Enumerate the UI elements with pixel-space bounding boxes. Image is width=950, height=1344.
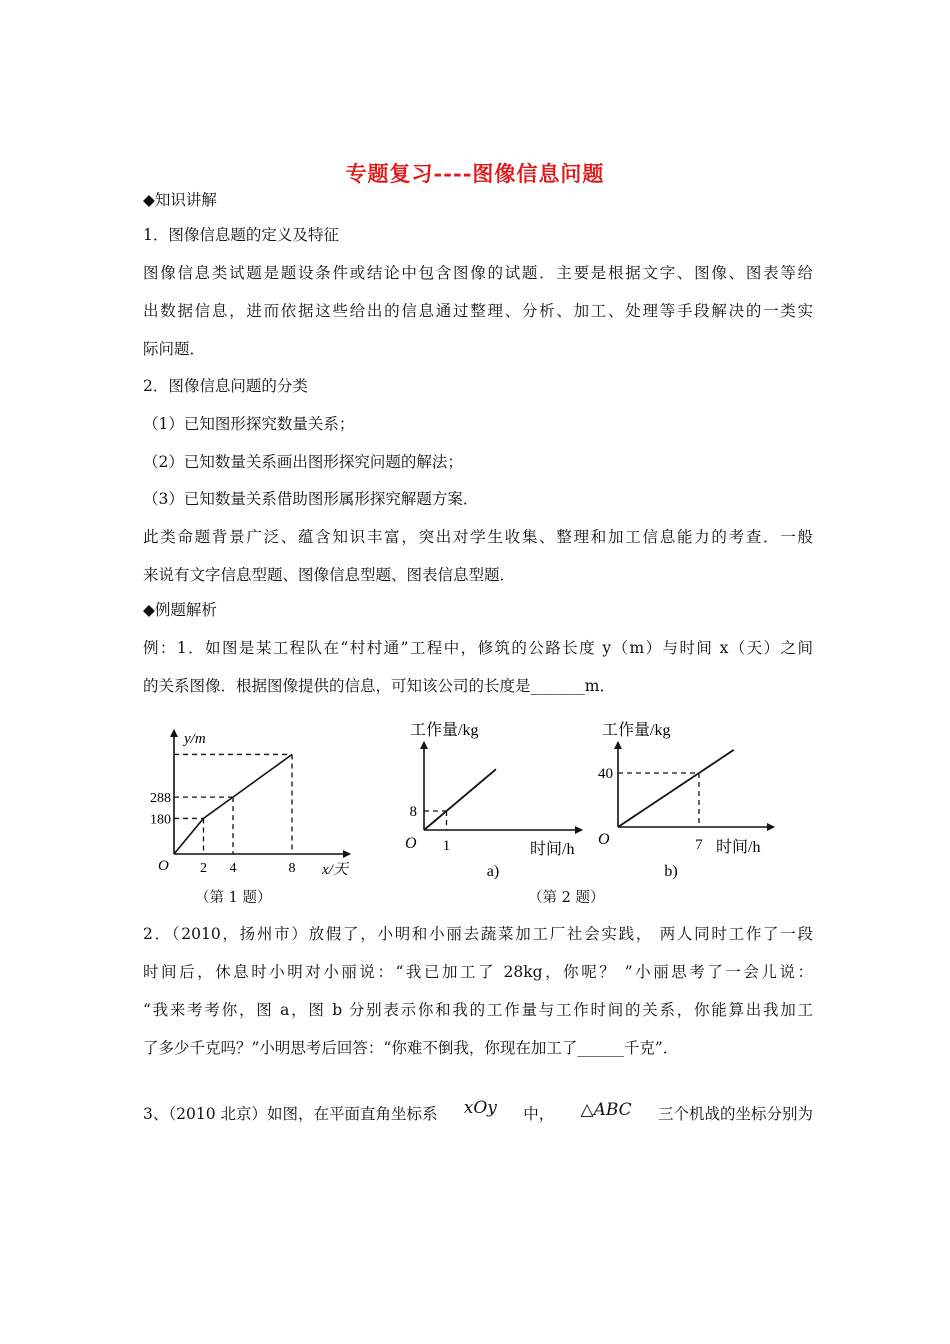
figure-2b-work-chart bbox=[592, 716, 788, 884]
definition-heading: 1．图像信息题的定义及特征 bbox=[143, 226, 339, 244]
problem3-text: 3、（2010 北京）如图，在平面直角坐标系 bbox=[143, 1105, 438, 1123]
section-header-examples: ◆例题解析 bbox=[143, 601, 217, 619]
math-xoy: xOy bbox=[463, 1098, 497, 1118]
work-line-a bbox=[424, 769, 496, 830]
origin-label: O bbox=[158, 858, 169, 874]
y-tick-label-40: 40 bbox=[598, 766, 613, 782]
problem3-text: 三个机战的坐标分别为 bbox=[657, 1105, 813, 1123]
x-tick-label-7: 7 bbox=[695, 837, 703, 853]
classification-item-1: （1）已知图形探究数量关系； bbox=[143, 415, 355, 433]
definition-paragraph-line: 出数据信息，进而依据这些给出的信息通过整理、分析、加工、处理等手段解决的一类实 bbox=[143, 302, 813, 320]
origin-label: O bbox=[405, 835, 417, 852]
x-tick-label-4: 4 bbox=[229, 861, 237, 876]
problem3-text-line bbox=[143, 1098, 813, 1124]
problem1-text-line: 例：1．如图是某工程队在“村村通”工程中，修筑的公路长度 y（m）与时间 x（天）之间 bbox=[143, 639, 813, 657]
problem1-text-line: 的关系图像．根据图像提供的信息，可知该公司的长度是_______m． bbox=[143, 677, 615, 695]
y-tick-label-288: 288 bbox=[150, 791, 171, 807]
summary-line: 此类命题背景广泛、蕴含知识丰富，突出对学生收集、整理和加工信息能力的考查．一般 bbox=[143, 528, 813, 546]
x-axis-label: 时间/h bbox=[530, 841, 575, 858]
y-axis-label: 工作量/kg bbox=[602, 722, 671, 739]
x-tick-label-1: 1 bbox=[442, 838, 451, 854]
x-axis-label: 时间/h bbox=[716, 839, 761, 856]
subfigure-label-b: b) bbox=[664, 863, 678, 880]
figure-1-caption: （第 1 题） bbox=[195, 890, 272, 906]
x-axis-label: x/天 bbox=[322, 862, 348, 878]
classification-heading: 2．图像信息问题的分类 bbox=[143, 377, 308, 395]
work-line-b bbox=[618, 750, 734, 827]
summary-line: 来说有文字信息型题、图像信息型题、图表信息型题． bbox=[143, 566, 516, 584]
figure-2a-work-chart bbox=[398, 716, 594, 884]
classification-item-2: （2）已知数量关系画出图形探究问题的解法； bbox=[143, 453, 463, 471]
definition-paragraph-line: 际问题． bbox=[143, 340, 206, 358]
problem2-text-line: 2．（2010，扬州市）放假了，小明和小丽去蔬菜加工厂社会实践， 两人同时工作了一段 bbox=[143, 925, 813, 943]
problem2-text-line: 了多少千克吗？”小明思考后回答：“你难不倒我，你现在加工了______千克”． bbox=[143, 1039, 679, 1057]
y-tick-label-8: 8 bbox=[409, 804, 417, 820]
subfigure-label-a: a) bbox=[486, 863, 500, 880]
section-header-knowledge: ◆知识讲解 bbox=[143, 191, 217, 209]
problem2-text-line: 时间后，休息时小明对小丽说：“我已加工了 28kg，你呢？ ”小丽思考了一会儿说： bbox=[143, 963, 813, 981]
page-title: 专题复习----图像信息问题 bbox=[345, 161, 605, 186]
definition-paragraph-line: 图像信息类试题是题设条件或结论中包含图像的试题．主要是根据文字、图像、图表等给 bbox=[143, 264, 813, 282]
x-tick-label-8: 8 bbox=[288, 861, 296, 876]
problem2-text-line: “我来考考你，图 a，图 b 分别表示你和我的工作量与工作时间的关系，你能算出我加工 bbox=[143, 1001, 813, 1019]
y-tick-label-180: 180 bbox=[150, 812, 171, 828]
origin-label: O bbox=[598, 831, 610, 848]
problem3-text: 中， bbox=[523, 1105, 555, 1123]
figure-2-caption: （第 2 题） bbox=[528, 890, 605, 906]
y-axis-label: y/m bbox=[184, 731, 206, 747]
x-tick-label-2: 2 bbox=[200, 861, 207, 876]
math-triangle-abc: △ABC bbox=[580, 1100, 632, 1120]
figure-1-road-length-chart bbox=[140, 718, 370, 886]
classification-item-3: （3）已知数量关系借助图形属形探究解题方案． bbox=[143, 490, 479, 508]
y-axis-label: 工作量/kg bbox=[410, 722, 479, 739]
road-length-line bbox=[174, 755, 292, 855]
